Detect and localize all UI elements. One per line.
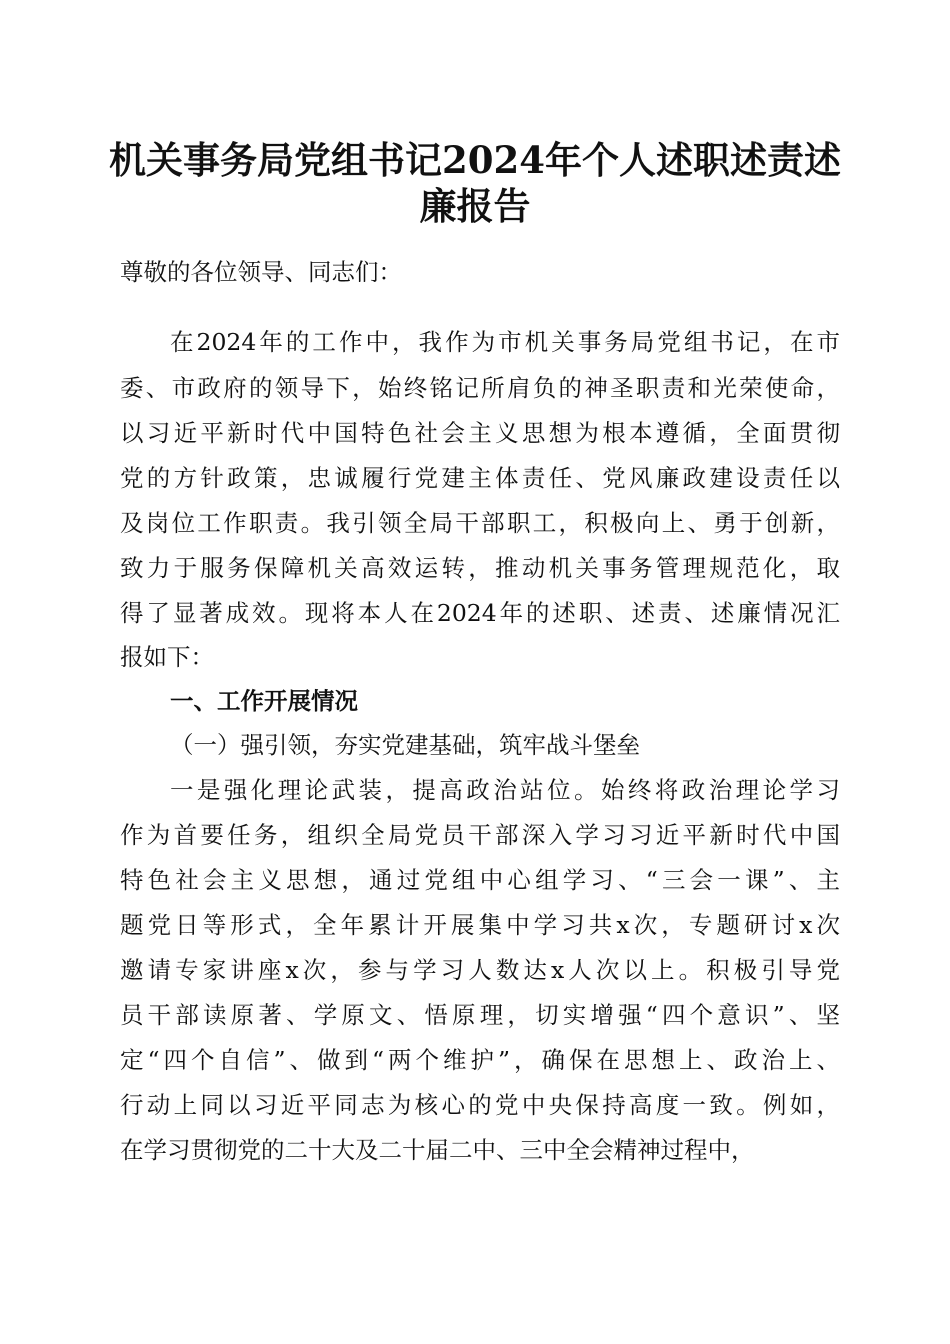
salutation: 尊敬的各位领导、同志们： <box>120 258 402 286</box>
body-line: 定“四个自信”、做到“两个维护”，确保在思想上、政治上、 <box>120 1046 840 1074</box>
body-line: 行动上同以习近平同志为核心的党中央保持高度一致。例如， <box>120 1091 840 1119</box>
body-line: 员干部读原著、学原文、悟原理，切实增强“四个意识”、坚 <box>120 1001 840 1029</box>
document-title-line-2: 廉报告 <box>419 184 531 228</box>
intro-line: 报如下： <box>120 643 214 671</box>
intro-line: 及岗位工作职责。我引领全局干部职工，积极向上、勇于创新， <box>120 509 840 537</box>
body-line: 特色社会主义思想，通过党组中心组学习、“三会一课”、主 <box>120 866 840 894</box>
intro-line: 致力于服务保障机关高效运转，推动机关事务管理规范化，取 <box>120 554 840 582</box>
body-line: 邀请专家讲座x次，参与学习人数达x人次以上。积极引导党 <box>120 956 840 984</box>
intro-line: 在2024年的工作中，我作为市机关事务局党组书记，在市 <box>170 328 840 356</box>
intro-line: 委、市政府的领导下，始终铭记所肩负的神圣职责和光荣使命， <box>120 374 840 402</box>
intro-line: 以习近平新时代中国特色社会主义思想为根本遵循，全面贯彻 <box>120 419 840 447</box>
section-heading: 一、工作开展情况 <box>170 687 358 715</box>
body-line: 在学习贯彻党的二十大及二十届二中、三中全会精神过程中， <box>120 1136 755 1164</box>
body-line: 题党日等形式，全年累计开展集中学习共x次，专题研讨x次 <box>120 911 840 939</box>
body-line: 作为首要任务，组织全局党员干部深入学习习近平新时代中国 <box>120 821 840 849</box>
document-title-line-1: 机关事务局党组书记2024年个人述职述责述 <box>109 138 841 182</box>
intro-line: 得了显著成效。现将本人在2024年的述职、述责、述廉情况汇 <box>120 599 840 627</box>
body-line: 一是强化理论武装，提高政治站位。始终将政治理论学习 <box>170 776 840 804</box>
subsection-heading: （一）强引领，夯实党建基础，筑牢战斗堡垒 <box>170 731 640 759</box>
intro-line: 党的方针政策，忠诚履行党建主体责任、党风廉政建设责任以 <box>120 464 840 492</box>
